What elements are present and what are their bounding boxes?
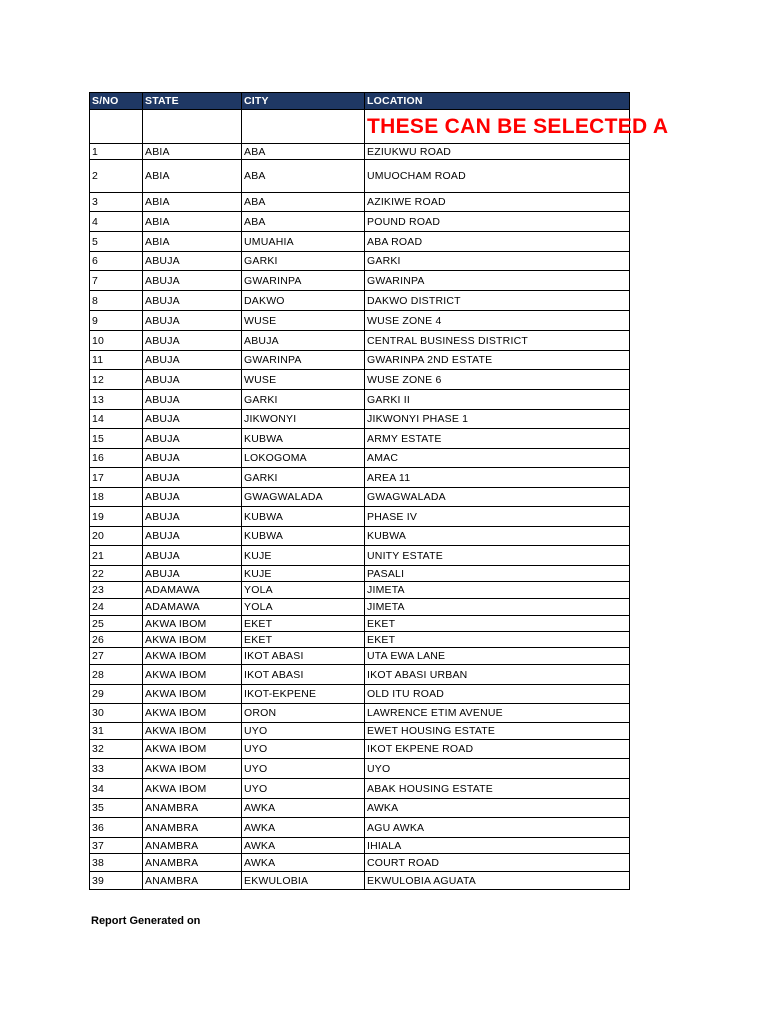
- cell-location: ARMY ESTATE: [365, 429, 630, 449]
- cell-location: IKOT ABASI URBAN: [365, 665, 630, 685]
- cell-city: KUBWA: [242, 429, 365, 449]
- cell-location: GWAGWALADA: [365, 488, 630, 507]
- cell-state: ANAMBRA: [143, 854, 242, 872]
- notice-empty-cell: [242, 110, 365, 144]
- cell-location: GWARINPA: [365, 271, 630, 291]
- cell-sno: 10: [90, 331, 143, 351]
- cell-state: ABUJA: [143, 546, 242, 566]
- table-row: [90, 616, 630, 632]
- cell-sno: 16: [90, 449, 143, 468]
- cell-city: WUSE: [242, 311, 365, 331]
- table-row: [90, 468, 630, 488]
- table-row: [90, 582, 630, 599]
- table-row: [90, 311, 630, 331]
- cell-location: GARKI II: [365, 390, 630, 410]
- cell-location: CENTRAL BUSINESS DISTRICT: [365, 331, 630, 351]
- cell-state: ABUJA: [143, 351, 242, 370]
- cell-location: WUSE ZONE 4: [365, 311, 630, 331]
- cell-city: IKOT ABASI: [242, 648, 365, 665]
- cell-state: AKWA IBOM: [143, 723, 242, 740]
- cell-city: EKET: [242, 616, 365, 632]
- cell-city: AWKA: [242, 818, 365, 838]
- table-row: [90, 507, 630, 527]
- table-row: [90, 838, 630, 854]
- cell-state: ABUJA: [143, 291, 242, 311]
- table-row: [90, 632, 630, 648]
- cell-city: GWARINPA: [242, 271, 365, 291]
- cell-sno: 17: [90, 468, 143, 488]
- notice-empty-cell: [90, 110, 143, 144]
- report-generated-label: Report Generated on: [91, 915, 201, 927]
- cell-sno: 34: [90, 779, 143, 799]
- cell-city: GARKI: [242, 390, 365, 410]
- cell-location: EKWULOBIA AGUATA: [365, 872, 630, 890]
- cell-city: KUBWA: [242, 527, 365, 546]
- cell-state: ABUJA: [143, 488, 242, 507]
- cell-sno: 3: [90, 193, 143, 212]
- cell-location: DAKWO DISTRICT: [365, 291, 630, 311]
- cell-sno: 20: [90, 527, 143, 546]
- cell-sno: 33: [90, 759, 143, 779]
- cell-sno: 8: [90, 291, 143, 311]
- cell-city: KUBWA: [242, 507, 365, 527]
- cell-sno: 37: [90, 838, 143, 854]
- cell-sno: 36: [90, 818, 143, 838]
- table-row: [90, 566, 630, 582]
- notice-empty-cell: [143, 110, 242, 144]
- cell-city: EKWULOBIA: [242, 872, 365, 890]
- table-row: [90, 854, 630, 872]
- table-row: [90, 232, 630, 252]
- cell-city: UYO: [242, 759, 365, 779]
- cell-location: JIMETA: [365, 599, 630, 616]
- cell-sno: 24: [90, 599, 143, 616]
- cell-state: ADAMAWA: [143, 599, 242, 616]
- cell-state: ABIA: [143, 232, 242, 252]
- cell-state: ANAMBRA: [143, 818, 242, 838]
- table-row: [90, 212, 630, 232]
- cell-sno: 14: [90, 410, 143, 429]
- cell-sno: 21: [90, 546, 143, 566]
- cell-city: JIKWONYI: [242, 410, 365, 429]
- table-row: [90, 599, 630, 616]
- cell-location: PASALI: [365, 566, 630, 582]
- cell-location: ABAK HOUSING ESTATE: [365, 779, 630, 799]
- cell-sno: 38: [90, 854, 143, 872]
- cell-city: UMUAHIA: [242, 232, 365, 252]
- cell-state: AKWA IBOM: [143, 704, 242, 723]
- table-row: [90, 271, 630, 291]
- cell-state: AKWA IBOM: [143, 740, 242, 759]
- table-row: [90, 331, 630, 351]
- cell-city: GARKI: [242, 252, 365, 271]
- table-row: [90, 546, 630, 566]
- cell-city: ABUJA: [242, 331, 365, 351]
- cell-sno: 26: [90, 632, 143, 648]
- cell-location: AMAC: [365, 449, 630, 468]
- cell-location: PHASE IV: [365, 507, 630, 527]
- cell-sno: 5: [90, 232, 143, 252]
- cell-sno: 6: [90, 252, 143, 271]
- cell-state: ABUJA: [143, 271, 242, 291]
- cell-sno: 7: [90, 271, 143, 291]
- table-row: [90, 370, 630, 390]
- table-row: [90, 144, 630, 160]
- cell-state: ABUJA: [143, 252, 242, 271]
- cell-state: AKWA IBOM: [143, 616, 242, 632]
- header-city: CITY: [242, 93, 365, 110]
- cell-sno: 1: [90, 144, 143, 160]
- cell-location: KUBWA: [365, 527, 630, 546]
- locations-sheet: [89, 92, 669, 890]
- table-row: [90, 779, 630, 799]
- cell-sno: 27: [90, 648, 143, 665]
- cell-location: AWKA: [365, 799, 630, 818]
- cell-state: ABIA: [143, 160, 242, 193]
- cell-state: ABUJA: [143, 410, 242, 429]
- cell-city: DAKWO: [242, 291, 365, 311]
- table-row: [90, 488, 630, 507]
- cell-location: OLD ITU ROAD: [365, 685, 630, 704]
- cell-location: COURT ROAD: [365, 854, 630, 872]
- cell-state: ABUJA: [143, 527, 242, 546]
- cell-sno: 4: [90, 212, 143, 232]
- header-row: [90, 93, 630, 110]
- cell-state: ABUJA: [143, 429, 242, 449]
- cell-city: AWKA: [242, 854, 365, 872]
- cell-city: YOLA: [242, 582, 365, 599]
- cell-sno: 25: [90, 616, 143, 632]
- cell-city: AWKA: [242, 799, 365, 818]
- cell-city: UYO: [242, 740, 365, 759]
- cell-state: ABUJA: [143, 390, 242, 410]
- cell-state: ABUJA: [143, 311, 242, 331]
- cell-state: ANAMBRA: [143, 799, 242, 818]
- cell-location: POUND ROAD: [365, 212, 630, 232]
- cell-location: UTA EWA LANE: [365, 648, 630, 665]
- cell-location: GWARINPA 2ND ESTATE: [365, 351, 630, 370]
- cell-location: UNITY ESTATE: [365, 546, 630, 566]
- cell-sno: 15: [90, 429, 143, 449]
- cell-city: IKOT-EKPENE: [242, 685, 365, 704]
- cell-location: ABA ROAD: [365, 232, 630, 252]
- table-row: [90, 872, 630, 890]
- cell-city: KUJE: [242, 546, 365, 566]
- cell-location: AREA 11: [365, 468, 630, 488]
- table-row: [90, 252, 630, 271]
- cell-state: ADAMAWA: [143, 582, 242, 599]
- table-row: [90, 665, 630, 685]
- cell-city: YOLA: [242, 599, 365, 616]
- cell-state: ABIA: [143, 212, 242, 232]
- cell-city: AWKA: [242, 838, 365, 854]
- cell-location: AZIKIWE ROAD: [365, 193, 630, 212]
- cell-state: ABIA: [143, 193, 242, 212]
- table-row: [90, 390, 630, 410]
- cell-location: LAWRENCE ETIM AVENUE: [365, 704, 630, 723]
- header-sno: S/NO: [90, 93, 143, 110]
- cell-sno: 28: [90, 665, 143, 685]
- cell-city: ABA: [242, 144, 365, 160]
- table-row: [90, 429, 630, 449]
- cell-state: AKWA IBOM: [143, 665, 242, 685]
- cell-location: EZIUKWU ROAD: [365, 144, 630, 160]
- cell-location: EKET: [365, 632, 630, 648]
- cell-state: AKWA IBOM: [143, 648, 242, 665]
- table-row: [90, 449, 630, 468]
- cell-location: EWET HOUSING ESTATE: [365, 723, 630, 740]
- table-row: [90, 291, 630, 311]
- cell-city: GWAGWALADA: [242, 488, 365, 507]
- cell-location: UMUOCHAM ROAD: [365, 160, 630, 193]
- table-row: [90, 648, 630, 665]
- table-row: [90, 527, 630, 546]
- cell-state: AKWA IBOM: [143, 632, 242, 648]
- cell-state: ABUJA: [143, 507, 242, 527]
- cell-state: ABUJA: [143, 566, 242, 582]
- table-row: [90, 740, 630, 759]
- cell-sno: 31: [90, 723, 143, 740]
- cell-location: WUSE ZONE 6: [365, 370, 630, 390]
- cell-location: IHIALA: [365, 838, 630, 854]
- cell-city: ABA: [242, 193, 365, 212]
- table-row: [90, 704, 630, 723]
- table-row: [90, 193, 630, 212]
- table-body: [90, 110, 669, 890]
- cell-location: JIKWONYI PHASE 1: [365, 410, 630, 429]
- table-row: [90, 410, 630, 429]
- cell-sno: 30: [90, 704, 143, 723]
- cell-sno: 13: [90, 390, 143, 410]
- cell-location: JIMETA: [365, 582, 630, 599]
- cell-location: GARKI: [365, 252, 630, 271]
- cell-city: ABA: [242, 212, 365, 232]
- cell-state: AKWA IBOM: [143, 779, 242, 799]
- table-row: [90, 799, 630, 818]
- table-row: [90, 818, 630, 838]
- table-row: [90, 351, 630, 370]
- table-row: [90, 759, 630, 779]
- notice-row: [90, 110, 630, 144]
- locations-table: [89, 92, 669, 890]
- cell-sno: 29: [90, 685, 143, 704]
- cell-sno: 2: [90, 160, 143, 193]
- cell-state: ABUJA: [143, 449, 242, 468]
- cell-sno: 12: [90, 370, 143, 390]
- cell-sno: 39: [90, 872, 143, 890]
- cell-city: KUJE: [242, 566, 365, 582]
- cell-sno: 19: [90, 507, 143, 527]
- cell-state: ABUJA: [143, 331, 242, 351]
- cell-city: WUSE: [242, 370, 365, 390]
- cell-sno: 18: [90, 488, 143, 507]
- cell-state: ABIA: [143, 144, 242, 160]
- cell-state: AKWA IBOM: [143, 759, 242, 779]
- cell-location: EKET: [365, 616, 630, 632]
- cell-location: AGU AWKA: [365, 818, 630, 838]
- cell-city: IKOT ABASI: [242, 665, 365, 685]
- header-location: LOCATION: [365, 93, 630, 110]
- table-row: [90, 160, 630, 193]
- notice-text: THESE CAN BE SELECTED A: [365, 110, 630, 144]
- cell-sno: 35: [90, 799, 143, 818]
- cell-state: ABUJA: [143, 468, 242, 488]
- table-row: [90, 685, 630, 704]
- cell-city: EKET: [242, 632, 365, 648]
- cell-city: ABA: [242, 160, 365, 193]
- cell-sno: 11: [90, 351, 143, 370]
- cell-state: ABUJA: [143, 370, 242, 390]
- cell-state: AKWA IBOM: [143, 685, 242, 704]
- cell-sno: 22: [90, 566, 143, 582]
- cell-sno: 23: [90, 582, 143, 599]
- header-state: STATE: [143, 93, 242, 110]
- cell-city: LOKOGOMA: [242, 449, 365, 468]
- cell-location: IKOT EKPENE ROAD: [365, 740, 630, 759]
- table-row: [90, 723, 630, 740]
- cell-city: UYO: [242, 723, 365, 740]
- cell-state: ANAMBRA: [143, 838, 242, 854]
- cell-city: ORON: [242, 704, 365, 723]
- cell-city: UYO: [242, 779, 365, 799]
- cell-state: ANAMBRA: [143, 872, 242, 890]
- cell-city: GWARINPA: [242, 351, 365, 370]
- cell-city: GARKI: [242, 468, 365, 488]
- cell-location: UYO: [365, 759, 630, 779]
- cell-sno: 32: [90, 740, 143, 759]
- cell-sno: 9: [90, 311, 143, 331]
